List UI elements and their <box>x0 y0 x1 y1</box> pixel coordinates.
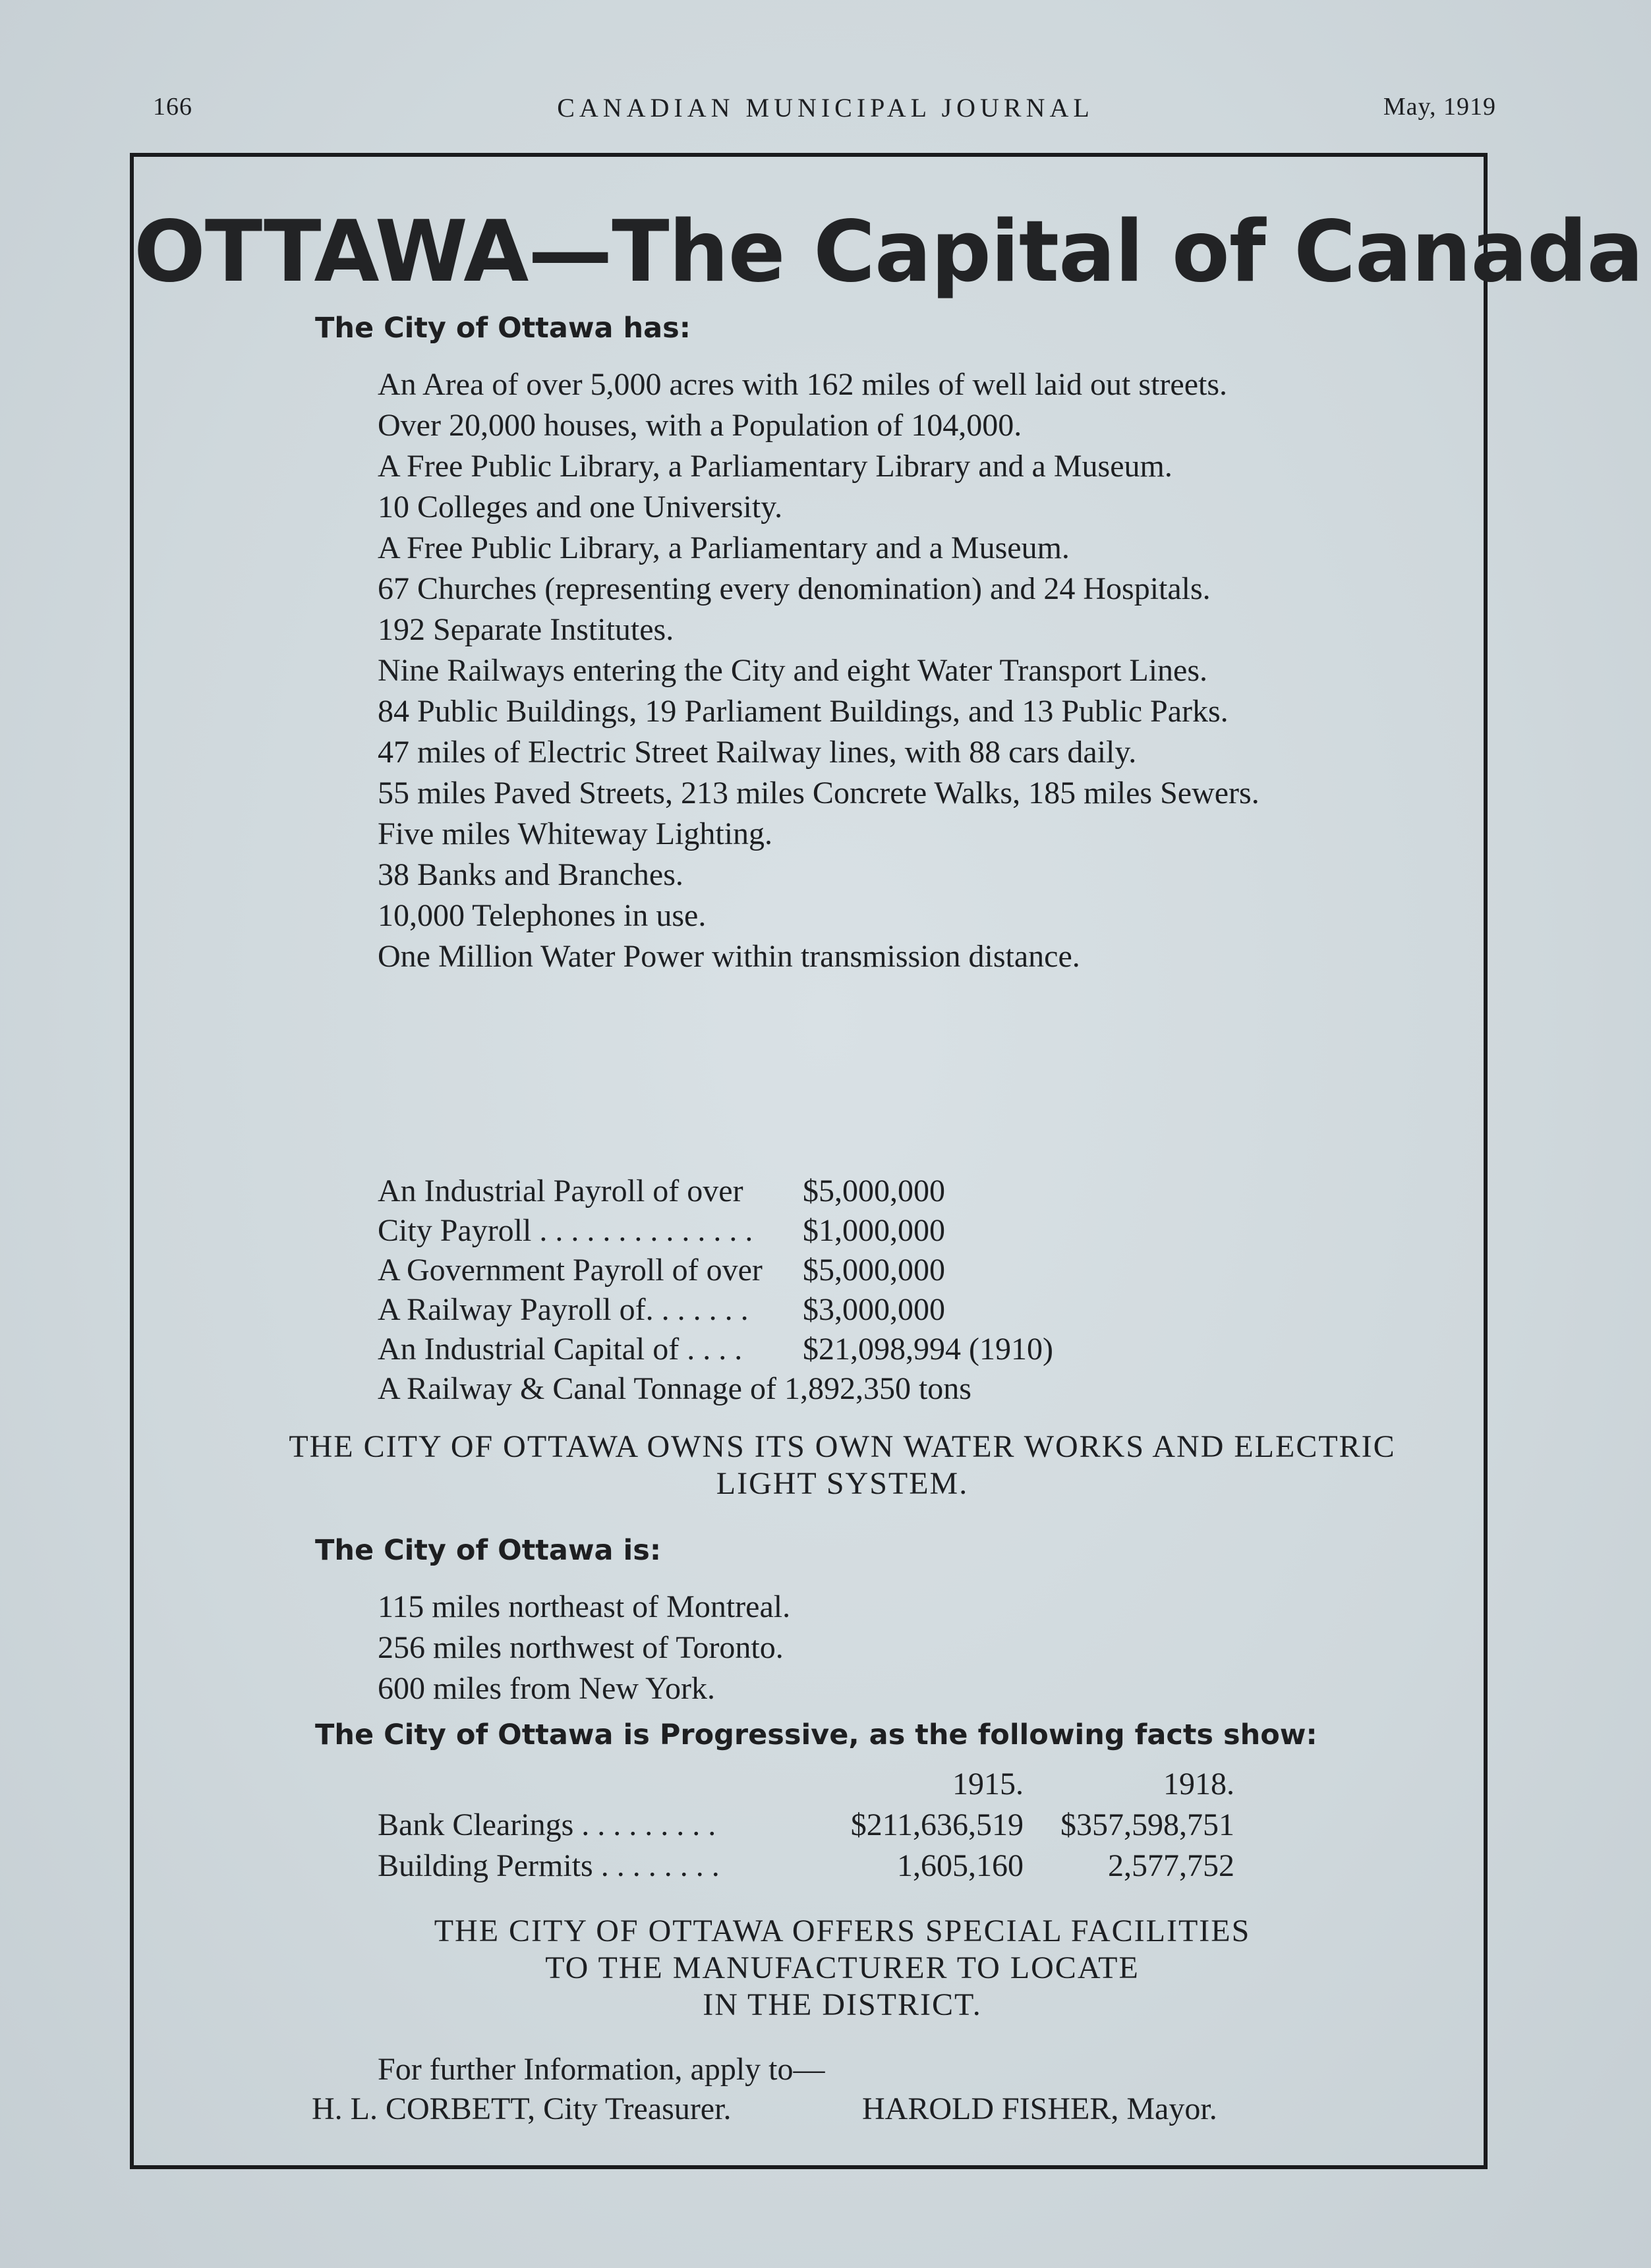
list-item: One Million Water Power within transmission distance. <box>378 939 1080 974</box>
payroll-row <box>378 1330 1234 1369</box>
value-1915: $211,636,519 <box>850 1807 1024 1842</box>
progressive-section-heading: The City of Ottawa is Progressive, as the following facts show: <box>315 1718 1318 1751</box>
list-item: 67 Churches (representing every denomination) and 24 Hospitals. <box>378 571 1211 606</box>
payroll-list <box>378 1172 1234 1409</box>
payroll-label: An Industrial Capital of . . . . <box>378 1332 743 1367</box>
payroll-amount: $21,098,994 (1910) <box>803 1332 1053 1367</box>
contact-intro: For further Information, apply to— <box>378 2052 825 2087</box>
payroll-label: City Payroll . . . . . . . . . . . . . . <box>378 1213 753 1248</box>
payroll-row <box>378 1369 1234 1409</box>
row-label: Bank Clearings . . . . . . . . . <box>378 1807 716 1842</box>
value-1918: 2,577,752 <box>1108 1848 1234 1883</box>
payroll-label: A Railway Payroll of. . . . . . . <box>378 1292 749 1327</box>
running-head <box>0 92 1651 132</box>
table-header-row <box>378 1765 1432 1805</box>
list-item: 38 Banks and Branches. <box>378 857 683 892</box>
year-header-1918: 1918. <box>1163 1767 1234 1801</box>
list-item: 115 miles northeast of Montreal. <box>378 1589 791 1624</box>
payroll-row <box>378 1290 1234 1330</box>
payroll-amount: $5,000,000 <box>803 1253 945 1288</box>
owns-statement: THE CITY OF OTTAWA OWNS ITS OWN WATER WORKS AND ELECTRIC LIGHT SYSTEM. <box>289 1429 1396 1501</box>
list-item: An Area of over 5,000 acres with 162 miles of well laid out streets. <box>378 367 1228 402</box>
page-number: 166 <box>153 93 192 121</box>
payroll-row <box>378 1172 1234 1211</box>
list-item: A Free Public Library, a Parliamentary and a Museum. <box>378 530 1070 565</box>
issue-date: May, 1919 <box>1383 93 1496 121</box>
payroll-amount: $5,000,000 <box>803 1174 945 1208</box>
payroll-row <box>378 1251 1234 1290</box>
list-item: 600 miles from New York. <box>378 1671 715 1706</box>
payroll-row <box>378 1211 1234 1251</box>
advertisement-box <box>130 153 1643 2169</box>
row-label: Building Permits . . . . . . . . <box>378 1848 720 1883</box>
is-section-heading: The City of Ottawa is: <box>315 1534 662 1567</box>
table-row <box>378 1846 1432 1887</box>
list-item: 256 miles northwest of Toronto. <box>378 1630 784 1665</box>
list-item: 10 Colleges and one University. <box>378 490 783 524</box>
facilities-statement <box>266 1913 1419 2024</box>
table-row <box>378 1805 1432 1846</box>
ad-headline: OTTAWA—The Capital of Canada <box>134 203 1643 301</box>
payroll-amount: $1,000,000 <box>803 1213 945 1248</box>
journal-title: CANADIAN MUNICIPAL JOURNAL <box>557 93 1094 123</box>
list-item: Nine Railways entering the City and eight Water Transport Lines. <box>378 653 1208 688</box>
facilities-line: TO THE MANUFACTURER TO LOCATE <box>545 1950 1140 1985</box>
has-section-heading: The City of Ottawa has: <box>315 312 691 345</box>
list-item: Over 20,000 houses, with a Population of 104,000. <box>378 408 1022 443</box>
list-item: 10,000 Telephones in use. <box>378 898 707 933</box>
payroll-label: A Government Payroll of over <box>378 1253 763 1288</box>
list-item: 55 miles Paved Streets, 213 miles Concrete Walks, 185 miles Sewers. <box>378 776 1260 810</box>
year-header-1915: 1915. <box>952 1767 1024 1801</box>
value-1915: 1,605,160 <box>897 1848 1024 1883</box>
progress-table <box>378 1765 1432 1887</box>
value-1918: $357,598,751 <box>1060 1807 1234 1842</box>
facts-list <box>378 364 1445 977</box>
mayor-signature: HAROLD FISHER, Mayor. <box>862 2091 1217 2126</box>
payroll-label: An Industrial Payroll of over <box>378 1174 743 1208</box>
list-item: 192 Separate Institutes. <box>378 612 674 647</box>
distance-list <box>378 1587 1445 1709</box>
treasurer-signature: H. L. CORBETT, City Treasurer. <box>312 2091 732 2126</box>
tonnage-line: A Railway & Canal Tonnage of 1,892,350 tons <box>378 1371 971 1406</box>
facilities-line: THE CITY OF OTTAWA OFFERS SPECIAL FACILITIES <box>434 1914 1251 1948</box>
payroll-amount: $3,000,000 <box>803 1292 945 1327</box>
list-item: 47 miles of Electric Street Railway lines, with 88 cars daily. <box>378 735 1137 770</box>
list-item: Five miles Whiteway Lighting. <box>378 816 773 851</box>
facilities-line: IN THE DISTRICT. <box>703 1987 982 2022</box>
list-item: A Free Public Library, a Parliamentary Library and a Museum. <box>378 449 1173 484</box>
list-item: 84 Public Buildings, 19 Parliament Buildings, and 13 Public Parks. <box>378 694 1229 729</box>
